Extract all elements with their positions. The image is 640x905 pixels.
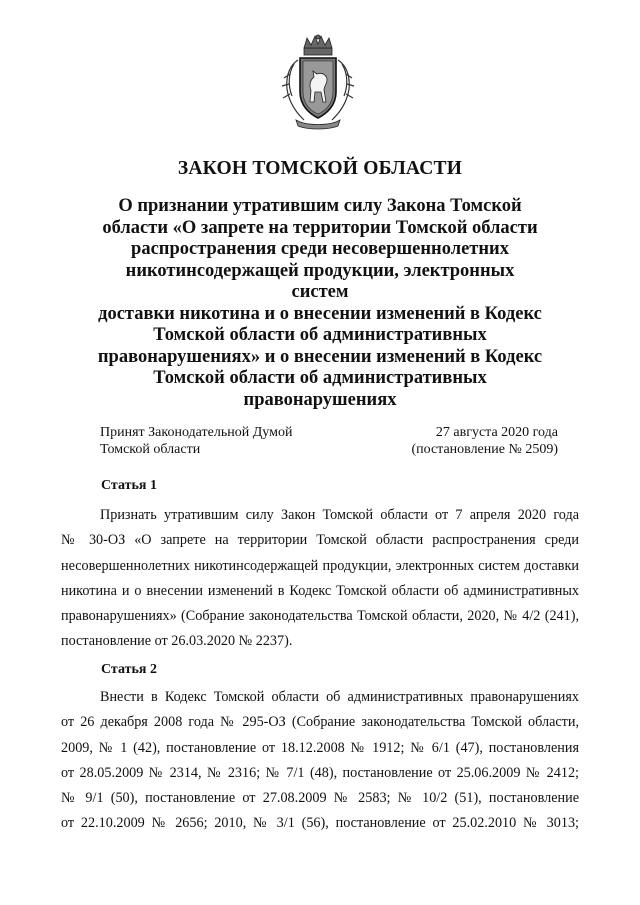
article-2-line: Внести в Кодекс Томской области об административных правонарушениях bbox=[100, 689, 579, 705]
subtitle-line: распространения среди несовершеннолетних bbox=[131, 239, 509, 259]
article-2-line: от 28.05.2009 № 2314, № 2316; № 7/1 (48), постановление от 25.06.2009 № 2412; bbox=[61, 764, 579, 781]
article-2-text bbox=[61, 685, 579, 837]
subtitle-line: О признании утратившим силу Закона Томской bbox=[118, 196, 522, 216]
subtitle-line: правонарушениях bbox=[243, 389, 397, 410]
adoption-resolution: (постановление № 2509) bbox=[411, 442, 558, 457]
article-2-heading: Статья 2 bbox=[101, 662, 157, 677]
article-1-line: никотина и о внесении изменений в Кодекс Томской области об административных bbox=[61, 582, 579, 599]
article-1-line: № 30-ОЗ «О запрете на территории Томской области распространения среди bbox=[61, 532, 579, 549]
adoption-authority-line: Томской области bbox=[100, 442, 201, 457]
document-title: ЗАКОН ТОМСКОЙ ОБЛАСТИ bbox=[177, 158, 463, 179]
coat-of-arms-emblem bbox=[280, 34, 356, 130]
article-2-line: от 26 декабря 2008 года № 295-ОЗ (Собрание законодательства Томской области, bbox=[61, 714, 579, 731]
adoption-date-block bbox=[411, 424, 558, 458]
subtitle-line: никотинсодержащей продукции, электронных систем bbox=[125, 260, 515, 302]
subtitle-line: области «О запрете на территории Томской области bbox=[102, 217, 538, 238]
article-1-heading: Статья 1 bbox=[101, 478, 157, 493]
subtitle-line: доставки никотина и о внесении изменений в Кодекс bbox=[98, 303, 542, 324]
adoption-authority bbox=[100, 424, 292, 458]
article-1-text bbox=[61, 503, 579, 655]
adoption-authority-line: Принят Законодательной Думой bbox=[100, 425, 293, 440]
article-2-line: 2009, № 1 (42), постановление от 18.12.2008 № 1912; № 6/1 (47), постановления bbox=[61, 739, 579, 756]
article-2-line: № 9/1 (50), постановление от 27.08.2009 № 2583; № 10/2 (51), постановление bbox=[61, 790, 579, 807]
article-2-line: от 22.10.2009 № 2656; 2010, № 3/1 (56), постановление от 25.02.2010 № 3013; bbox=[61, 815, 579, 832]
article-1-line: несовершеннолетних никотинсодержащей продукции, электронных систем доставки bbox=[61, 557, 579, 574]
subtitle-line: Томской области об административных bbox=[153, 325, 487, 345]
document-subtitle bbox=[95, 196, 545, 411]
adoption-date: 27 августа 2020 года bbox=[435, 425, 558, 440]
article-1-line: правонарушениях» (Собрание законодательства Томской области, 2020, № 4/2 (241), bbox=[61, 608, 579, 625]
subtitle-line: Томской области об административных bbox=[153, 368, 487, 388]
article-1-line: постановление от 26.03.2020 № 2237). bbox=[61, 633, 293, 650]
subtitle-line: правонарушениях» и о внесении изменений в Кодекс bbox=[97, 346, 543, 367]
article-1-line: Признать утратившим силу Закон Томской области от 7 апреля 2020 года bbox=[100, 507, 579, 523]
